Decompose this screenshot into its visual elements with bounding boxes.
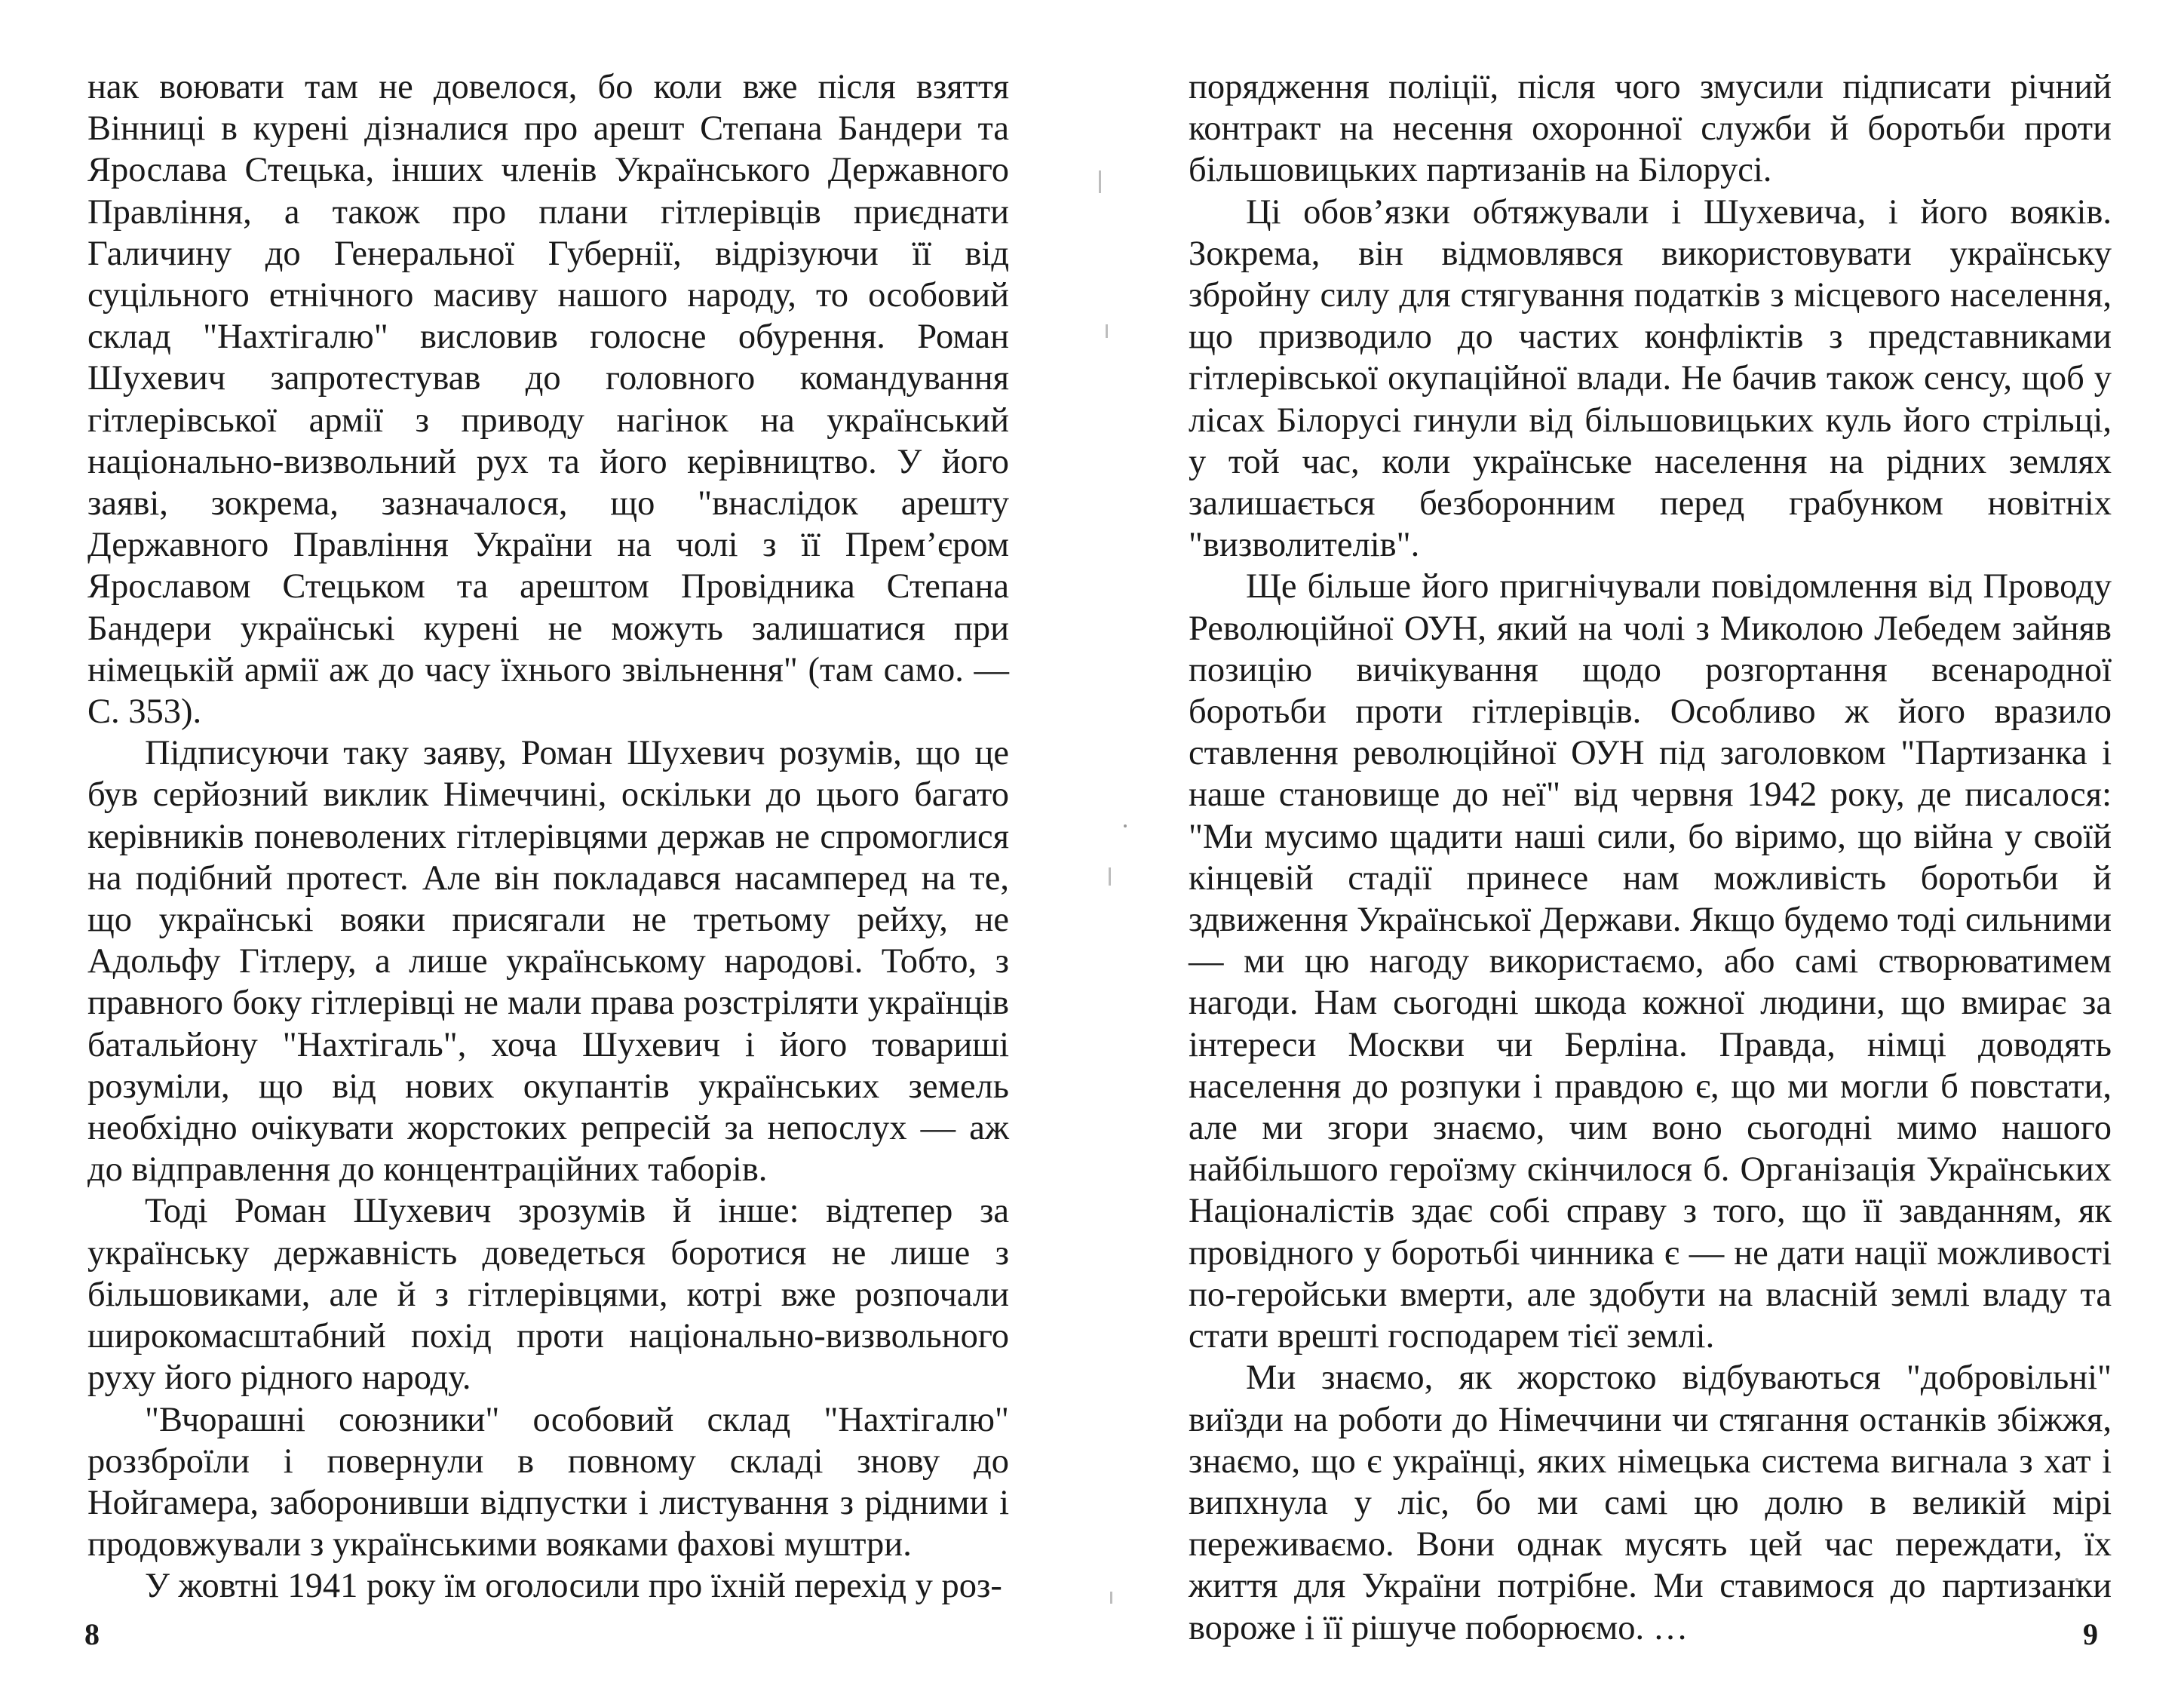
right-paragraph-3: Ще більше його пригнічували повідомлення від Проводу Революційної ОУН, який на чолі з Миколою Лебедем зайняв позицію вичікування щодо розгортання всенародної боротьби проти гітлерівців. Особливо ж його вразило ставлення революційної ОУН під заголовком "Партизанка і наше становище до неї" від червня 1942 року, де писалося: "Ми мусимо щадити наші сили, бо віримо, що війна у своїй кінцевій стадії принесе нам можливість боротьби й здвиження Української Держави. Якщо будемо тоді сильними — ми цю нагоду використаємо, або самі створюватимем нагоди. Нам сьогодні шкода кожної людини, що вмирає за інтереси Москви чи Берліна. Правда, німці доводять населення до розпуки і правдою є, що ми могли б повстати, але ми згори знаємо, чим воно сьогодні мимо нашого найбільшого героїзму скінчилося б. Організація Українських Націоналістів здає собі справу з того, що її завданням, як провідного у боротьбі чинника є — не дати нації можливості по-геройськи вмерти, але здобути на власній землі владу та стати врешті господарем тієї землі.	[1189, 567, 2112, 1356]
gutter-mark	[1109, 867, 1111, 886]
gutter-mark	[1110, 1592, 1112, 1604]
left-page-number: 8	[84, 1617, 100, 1651]
left-paragraph-5: У жовтні 1941 року їм оголосили про їхній перехід у роз-	[145, 1567, 1002, 1606]
right-paragraph-1: порядження поліції, після чого змусили підписати річний контракт на несення охоронної служби й боротьби проти більшовицьких партизанів на Білорусі.	[1189, 68, 2112, 190]
left-paragraph-4: "Вчорашні союзники" особовий склад "Нахтігалю" роззброїли і повернули в повному складі знову до Нойгамера, заборонивши відпустки і листування з рідними і продовжували з українськими вояками фахові муштри.	[87, 1400, 1009, 1564]
right-page	[1189, 66, 2112, 1649]
right-page-number: 9	[2083, 1617, 2098, 1651]
left-paragraph-1: нак воювати там не довелося, бо коли вже після взяття Вінниці в курені дізналися про арешт Степана Бандери та Ярослава Стецька, інших членів Українського Державного Правління, а також про плани гітлерівців приєднати Галичину до Генеральної Губернії, відрізуючи її від суцільного етнічного масиву нашого народу, то особовий склад "Нахтігалю" висловив голосне обурення. Роман Шухевич запротестував до головного командування гітлерівської армії з приводу нагінок на український національно-визвольний рух та його керівництво. У його заяві, зокрема, зазначалося, що "внаслідок арешту Державного Правління України на чолі з її Прем’єром Ярославом Стецьком та арештом Провідника Степана Бандери українські курені не можуть залишатися при німецькій армії аж до часу їхнього звільнення" (там само. — С. 353).	[87, 68, 1009, 732]
right-paragraph-4: Ми знаємо, як жорстоко відбуваються "добровільні" виїзди на роботи до Німеччини чи стягання останків збіжжя, знаємо, що є українці, яких німецька система вигнала з хат і випхнула у ліс, бо ми самі цю долю в великій мірі переживаємо. Вони однак мусять цей час переждати, їх життя для України потрібне. Ми ставимося до партизанки вороже і її рішуче поборюємо. …	[1189, 1359, 2112, 1647]
left-page	[87, 66, 1009, 1607]
left-paragraph-3: Тоді Роман Шухевич зрозумів й інше: відтепер за українську державність доведеться боротися не лише з більшовиками, але й з гітлерівцями, котрі вже розпочали широкомасштабний похід проти національно-визвольного руху його рідного народу.	[87, 1192, 1009, 1398]
scan-dot	[1124, 824, 1127, 827]
left-paragraph-2: Підписуючи таку заяву, Роман Шухевич розумів, що це був серйозний виклик Німеччині, оскільки до цього багато керівників поневолених гітлерівцями держав не спромоглися на подібний протест. Але він покладався насамперед на те, що українські вояки присягали не третьому рейху, не Адольфу Гітлеру, а лише українському народові. Тобто, з правного боку гітлерівці не мали права розстріляти українців батальйону "Нахтігаль", хоча Шухевич і його товариші розуміли, що від нових окупантів українських земель необхідно очікувати жорстоких репресій за непослух — аж до відправлення до концентраційних таборів.	[87, 734, 1009, 1190]
gutter-mark	[1106, 324, 1108, 338]
gutter-mark	[1099, 170, 1101, 193]
right-paragraph-2: Ці обов’язки обтяжували і Шухевича, і його вояків. Зокрема, він відмовлявся використовувати українську збройну силу для стягування податків з місцевого населення, що призводило до частих конфліктів з представниками гітлерівської окупаційної влади. Не бачив також сенсу, щоб у лісах Білорусі гинули від більшовицьких куль його стрільці, у той час, коли українське населення на рідних землях залишається безборонним перед грабунком новітніх "визволителів".	[1189, 192, 2112, 565]
